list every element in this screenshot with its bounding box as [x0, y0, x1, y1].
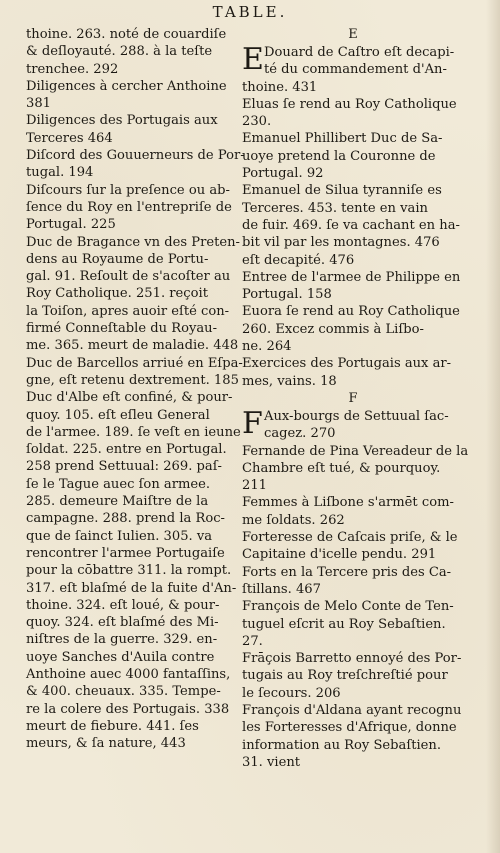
index-line: thoine. 263. noté de couardiſe — [26, 27, 227, 42]
index-line: Frāçois Barretto ennoyé des Por- — [242, 651, 462, 667]
index-line: ſe le Tague auec ſon armee. — [26, 476, 211, 492]
index-line: Euora ſe rend au Roy Catholique — [242, 304, 460, 320]
index-line: Capitaine d'icelle pendu. 291 — [242, 547, 437, 563]
index-line: Diligences à cercher Anthoine — [26, 78, 227, 94]
index-line: té du commandement d'An- — [264, 62, 447, 78]
page-gutter-shadow — [486, 0, 500, 853]
index-line: ne. 264 — [242, 339, 292, 355]
index-line: Emanuel Phillibert Duc de Sa- — [242, 131, 443, 147]
index-line: meurs, & ſa nature, 443 — [26, 736, 186, 752]
index-line: ſoldat. 225. entre en Portugal. — [26, 442, 227, 458]
index-line: & 400. cheuaux. 335. Tempe- — [26, 684, 221, 700]
index-line: Portugal. 158 — [242, 287, 332, 303]
section-letter-f: F — [348, 390, 358, 406]
index-line: Terceres 464 — [26, 130, 113, 146]
index-line: uoye Sanches d'Auila contre — [26, 649, 215, 665]
index-line: 260. Excez commis à Liſbo- — [242, 321, 424, 337]
section-e-lines — [242, 61, 464, 390]
index-line: que de ſainct Iulien. 305. va — [26, 528, 213, 544]
index-line: me. 365. meurt de maladie. 448 — [26, 338, 239, 354]
index-line: 285. demeure Maiſtre de la — [26, 494, 209, 510]
index-line: dens au Royaume de Portu- — [26, 251, 209, 267]
index-line: tuguel eſcrit au Roy Sebaſtien. — [242, 616, 446, 632]
index-line: de l'armee. 189. ſe veſt en ieune — [26, 424, 241, 440]
index-line: tugal. 194 — [26, 165, 94, 181]
index-line: ſence du Roy en l'entrepriſe de — [26, 199, 232, 215]
index-line: Exercices des Portugais aux ar- — [242, 356, 452, 372]
index-line: Diſcours ſur la preſence ou ab- — [26, 182, 230, 198]
index-line: uoye pretend la Couronne de — [242, 148, 436, 164]
index-line: pour la cōbattre 311. la rompt. — [26, 563, 232, 579]
index-line: ſtillans. 467 — [242, 581, 321, 597]
dropcap-f: F — [242, 405, 263, 441]
page-header: TABLE. — [212, 3, 288, 21]
index-line: François de Melo Conte de Ten- — [242, 599, 454, 615]
section-f-lines — [242, 425, 469, 771]
index-line: Emanuel de Silua tyranniſe es — [242, 183, 442, 199]
index-line: les Forteresses d'Afrique, donne — [242, 720, 457, 736]
index-line: Forteresse de Caſcais priſe, & le — [242, 530, 458, 546]
index-line: le ſecours. 206 — [242, 685, 341, 701]
section-letter-e: E — [348, 27, 358, 42]
left-column — [26, 26, 245, 752]
index-line: Forts en la Tercere pris des Ca- — [242, 564, 452, 580]
index-line: & deſloyauté. 288. à la teſte — [26, 44, 213, 60]
index-line: mes, vains. 18 — [242, 373, 337, 389]
index-line: Portugal. 92 — [242, 166, 324, 182]
index-line: 27. — [242, 633, 263, 649]
index-line: François d'Aldana ayant recognu — [242, 702, 462, 718]
index-line: Entree de l'armee de Philippe en — [242, 269, 461, 285]
index-line: me ſoldats. 262 — [242, 512, 345, 528]
index-line: Eluas ſe rend au Roy Catholique — [242, 96, 457, 112]
index-line: gal. 91. Reſoult de s'acoſter au — [26, 269, 231, 285]
index-line: bit vil par les montagnes. 476 — [242, 235, 440, 251]
index-line: 381 — [26, 96, 51, 112]
index-line: thoine. 431 — [242, 79, 318, 95]
index-line: Roy Catholique. 251. reçoit — [26, 286, 208, 302]
index-line: Duc de Barcellos arriué en Eſpa- — [26, 355, 243, 371]
right-column — [242, 26, 469, 771]
index-line: rencontrer l'armee Portugaiſe — [26, 545, 225, 561]
index-line: niſtres de la guerre. 329. en- — [26, 632, 218, 648]
index-line: Duc d'Albe eſt confiné, & pour- — [26, 390, 233, 406]
index-line: Terceres. 453. tente en vain — [242, 200, 428, 216]
index-line: Fernande de Pina Vereadeur de la — [242, 443, 469, 459]
index-line: Chambre eſt tué, & pourquoy. — [242, 460, 441, 476]
index-line: Diſcord des Gouuerneurs de Por- — [26, 148, 245, 164]
index-line: 230. — [242, 114, 272, 130]
index-line: 31. vient — [242, 754, 301, 770]
index-line: Diligences des Portugais aux — [26, 113, 218, 129]
index-line: Femmes à Liſbone s'armēt com- — [242, 495, 454, 511]
index-line: Portugal. 225 — [26, 217, 116, 233]
index-line: trenchee. 292 — [26, 61, 119, 77]
index-line: re la colere des Portugais. 338 — [26, 701, 230, 717]
index-line: gne, eſt retenu dextrement. 185 — [26, 372, 239, 388]
dropcap-e: E — [242, 42, 264, 77]
index-line: tugais au Roy treſchreſtié pour — [242, 668, 448, 684]
index-line: la Toiſon, apres auoir eſté con- — [26, 303, 230, 319]
index-line: information au Roy Sebaſtien. — [242, 737, 442, 753]
entry-text: Aux-bourgs de Settuual ſac- — [264, 408, 449, 424]
index-line: 258 prend Settuual: 269. paſ- — [26, 459, 222, 475]
index-line: Anthoine auec 4000 fantaſſins, — [26, 666, 231, 682]
index-line: thoine. 324. eſt loué, & pour- — [26, 597, 220, 613]
index-line: cagez. 270 — [264, 426, 336, 442]
index-line: campagne. 288. prend la Roc- — [26, 511, 225, 527]
index-line: firmé Conneſtable du Royau- — [26, 321, 218, 337]
index-line: Duc de Bragance vn des Preten- — [26, 234, 240, 250]
index-line: meurt de fiebure. 441. ſes — [26, 718, 199, 734]
entry-text: Douard de Caſtro eſt decapi- — [264, 45, 455, 60]
index-line: quoy. 324. eſt blaſmé des Mi- — [26, 615, 219, 631]
index-line: de fuir. 469. ſe va cachant en ha- — [242, 217, 460, 233]
index-line: 211 — [242, 478, 267, 494]
index-line: eſt decapité. 476 — [242, 252, 355, 268]
index-line: 317. eſt blaſmé de la fuite d'An- — [26, 580, 237, 596]
index-line: quoy. 105. eſt eſleu General — [26, 407, 210, 423]
